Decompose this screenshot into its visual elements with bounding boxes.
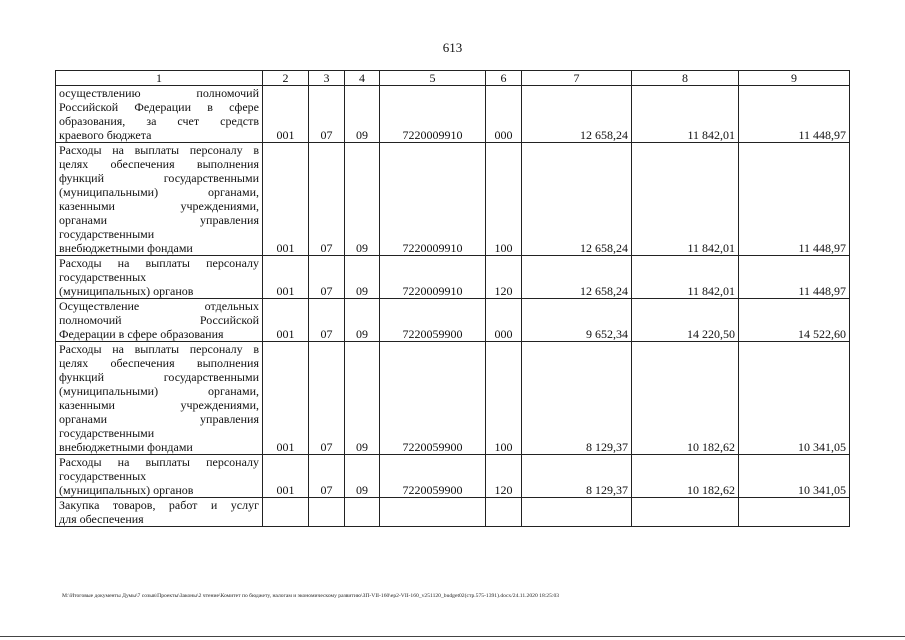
cell-expense-type: 000 <box>486 86 522 143</box>
cell-ministry-code: 001 <box>263 342 309 455</box>
cell-description <box>56 256 263 299</box>
cell-description <box>56 498 263 527</box>
description-line: функций государственными <box>59 171 259 185</box>
table-row <box>56 86 850 143</box>
bottom-rule <box>0 636 905 637</box>
description-line: Федерации в сфере образования <box>59 327 224 341</box>
cell-amount-year-2: 10 182,62 <box>632 342 739 455</box>
cell-description <box>56 143 263 256</box>
cell-ministry-code: 001 <box>263 86 309 143</box>
cell-expense-type: 100 <box>486 143 522 256</box>
cell-expense-type: 000 <box>486 299 522 342</box>
cell-amount-year-3: 11 448,97 <box>739 143 850 256</box>
description-line: органами управления <box>59 213 259 227</box>
cell-amount-year-1: 12 658,24 <box>522 143 632 256</box>
header-row <box>56 71 850 86</box>
budget-table <box>55 70 850 527</box>
cell-amount-year-1: 12 658,24 <box>522 86 632 143</box>
cell-subsection <box>345 498 380 527</box>
description-line: осуществлению полномочий <box>59 86 259 100</box>
cell-amount-year-2: 11 842,01 <box>632 86 739 143</box>
cell-section: 07 <box>309 299 345 342</box>
cell-ministry-code: 001 <box>263 299 309 342</box>
cell-amount-year-1: 12 658,24 <box>522 256 632 299</box>
cell-section: 07 <box>309 143 345 256</box>
header-col-2: 2 <box>263 71 309 86</box>
description-line: Закупка товаров, работ и услуг <box>59 498 259 512</box>
cell-amount-year-3: 14 522,60 <box>739 299 850 342</box>
description-line: целях обеспечения выполнения <box>59 157 259 171</box>
table-row <box>56 256 850 299</box>
cell-amount-year-1: 8 129,37 <box>522 455 632 498</box>
cell-expense-type <box>486 498 522 527</box>
cell-amount-year-1 <box>522 498 632 527</box>
cell-section: 07 <box>309 86 345 143</box>
cell-ministry-code <box>263 498 309 527</box>
header-col-3: 3 <box>309 71 345 86</box>
table-row <box>56 498 850 527</box>
table-body <box>56 86 850 527</box>
description-line: Расходы на выплаты персоналу в <box>59 342 259 356</box>
cell-subsection: 09 <box>345 86 380 143</box>
description-line: (муниципальных) органов <box>59 483 194 497</box>
cell-amount-year-1: 9 652,34 <box>522 299 632 342</box>
description-line: государственных <box>59 270 147 284</box>
cell-target-article <box>380 498 486 527</box>
cell-ministry-code: 001 <box>263 455 309 498</box>
description-line: внебюджетными фондами <box>59 241 193 255</box>
table-row <box>56 143 850 256</box>
header-col-1: 1 <box>56 71 263 86</box>
cell-amount-year-2: 11 842,01 <box>632 256 739 299</box>
cell-subsection: 09 <box>345 143 380 256</box>
description-line: (муниципальных) органов <box>59 284 194 298</box>
description-line: Осуществление отдельных <box>59 299 259 313</box>
cell-target-article: 7220059900 <box>380 299 486 342</box>
cell-target-article: 7220009910 <box>380 256 486 299</box>
cell-target-article: 7220059900 <box>380 342 486 455</box>
description-line: внебюджетными фондами <box>59 440 193 454</box>
page-number: 613 <box>442 40 463 55</box>
description-line: государственными <box>59 227 155 241</box>
description-line: Расходы на выплаты персоналу в <box>59 143 259 157</box>
cell-ministry-code: 001 <box>263 256 309 299</box>
cell-subsection: 09 <box>345 342 380 455</box>
description-line: казенными учреждениями, <box>59 398 259 412</box>
cell-description <box>56 299 263 342</box>
cell-section <box>309 498 345 527</box>
header-col-4: 4 <box>345 71 380 86</box>
description-line: государственных <box>59 469 147 483</box>
cell-description <box>56 342 263 455</box>
description-line: краевого бюджета <box>59 128 152 142</box>
table-row <box>56 299 850 342</box>
cell-amount-year-3 <box>739 498 850 527</box>
cell-amount-year-2: 14 220,50 <box>632 299 739 342</box>
cell-amount-year-3: 11 448,97 <box>739 86 850 143</box>
description-line: для обеспечения <box>59 512 144 526</box>
cell-subsection: 09 <box>345 299 380 342</box>
cell-target-article: 7220009910 <box>380 143 486 256</box>
description-line: целях обеспечения выполнения <box>59 356 259 370</box>
header-col-5: 5 <box>380 71 486 86</box>
header-col-8: 8 <box>632 71 739 86</box>
header-col-9: 9 <box>739 71 850 86</box>
footer-file-path: M:\Итоговые документы Думы\7 созыв\Проекты\Законы\2 чтение\Комитет по бюджету, налогам и экономическому развитию\ЗП-VII-160\ер2-VII-160_v251120_budget02(стр.575-1391).docx/24.11.2020 18:25:03 <box>62 593 560 599</box>
description-line: (муниципальными) органами, <box>59 185 259 199</box>
header-col-6: 6 <box>486 71 522 86</box>
cell-amount-year-2: 11 842,01 <box>632 143 739 256</box>
description-line: полномочий Российской <box>59 313 259 327</box>
cell-amount-year-3: 11 448,97 <box>739 256 850 299</box>
cell-subsection: 09 <box>345 256 380 299</box>
cell-subsection: 09 <box>345 455 380 498</box>
cell-amount-year-2 <box>632 498 739 527</box>
cell-expense-type: 120 <box>486 455 522 498</box>
cell-amount-year-1: 8 129,37 <box>522 342 632 455</box>
cell-section: 07 <box>309 455 345 498</box>
description-line: образования, за счет средств <box>59 114 259 128</box>
cell-target-article: 7220009910 <box>380 86 486 143</box>
cell-section: 07 <box>309 256 345 299</box>
description-line: государственными <box>59 426 155 440</box>
description-line: функций государственными <box>59 370 259 384</box>
cell-amount-year-3: 10 341,05 <box>739 342 850 455</box>
cell-amount-year-2: 10 182,62 <box>632 455 739 498</box>
table-header <box>56 71 850 86</box>
cell-amount-year-3: 10 341,05 <box>739 455 850 498</box>
description-line: казенными учреждениями, <box>59 199 259 213</box>
description-line: Расходы на выплаты персоналу <box>59 256 259 270</box>
cell-description <box>56 86 263 143</box>
header-col-7: 7 <box>522 71 632 86</box>
description-line: Российской Федерации в сфере <box>59 100 259 114</box>
cell-expense-type: 120 <box>486 256 522 299</box>
table-row <box>56 455 850 498</box>
cell-expense-type: 100 <box>486 342 522 455</box>
table-row <box>56 342 850 455</box>
cell-description <box>56 455 263 498</box>
cell-target-article: 7220059900 <box>380 455 486 498</box>
description-line: органами управления <box>59 412 259 426</box>
description-line: Расходы на выплаты персоналу <box>59 455 259 469</box>
cell-ministry-code: 001 <box>263 143 309 256</box>
cell-section: 07 <box>309 342 345 455</box>
description-line: (муниципальными) органами, <box>59 384 259 398</box>
